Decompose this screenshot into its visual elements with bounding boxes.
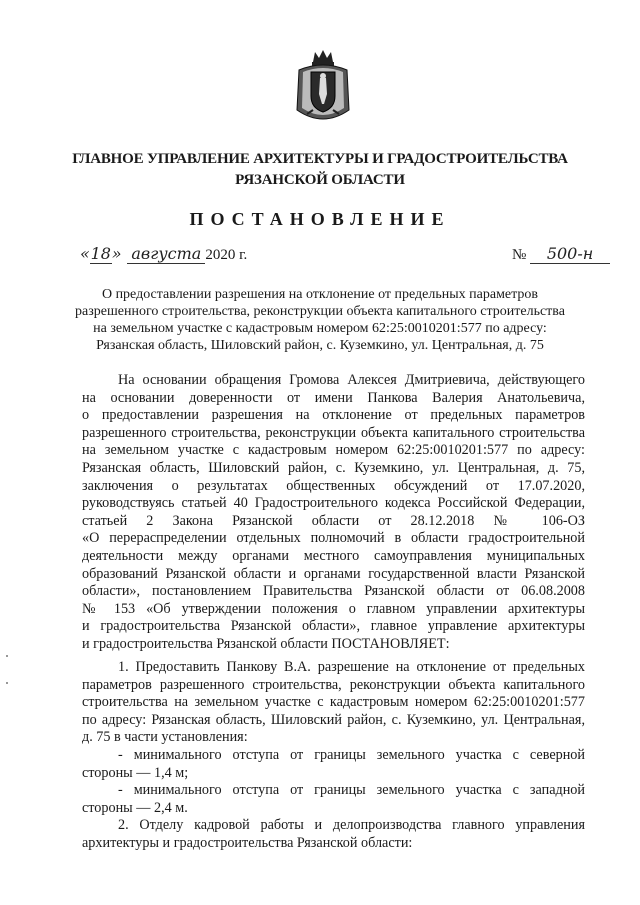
text-line: деятельности между органами местного самоуправления муниципальных: [82, 547, 585, 564]
text-line: д. 75 в части установления:: [82, 729, 248, 746]
text-line: 2. Отделу кадровой работы и делопроизводства главного управления: [118, 817, 585, 834]
text-line: стороны — 1,4 м;: [82, 764, 189, 781]
document-date: [80, 244, 247, 264]
text-line: параметров разрешенного строительства, реконструкции объекта капитального: [82, 676, 585, 693]
number-value: 500-н: [530, 244, 610, 264]
date-open-quote: «: [80, 244, 90, 263]
text-line: разрешенного строительства, реконструкции объекта капитального строительства: [82, 424, 585, 441]
number-sign: №: [512, 247, 527, 263]
document-title: ПОСТАНОВЛЕНИЕ: [189, 209, 451, 229]
text-line: № 153 «Об утверждении положения о главном управлении архитектуры: [82, 600, 585, 617]
subject-line: на земельном участке с кадастровым номером 62:25:0010201:577 по адресу:: [93, 321, 547, 336]
text-line: о предоставлении разрешения на отклонение от предельных параметров: [82, 407, 585, 424]
subject-line: разрешенного строительства, реконструкции объекта капитального строительства: [75, 304, 565, 319]
document-number: [512, 244, 610, 264]
text-line: строительства на земельном участке с кадастровым номером 62:25:0010201:577: [82, 694, 585, 711]
text-line: Рязанская область, Шиловский район, с. Куземкино, ул. Центральная, д. 75,: [82, 459, 585, 476]
scan-dot-icon: [6, 655, 8, 685]
date-month: августа: [127, 244, 205, 264]
organization-region: РЯЗАНСКОЙ ОБЛАСТИ: [235, 172, 405, 188]
text-line: архитектуры и градостроительства Рязанской области:: [82, 834, 413, 851]
scan-artifact: [6, 655, 8, 685]
text-line: стороны — 2,4 м.: [82, 799, 188, 816]
organization-name: ГЛАВНОЕ УПРАВЛЕНИЕ АРХИТЕКТУРЫ И ГРАДОСТРОИТЕЛЬСТВА: [72, 151, 568, 167]
text-line: образований Рязанской области и органами государственной власти Рязанской: [82, 565, 585, 582]
text-line: заключения о результатах общественных обсуждений от 17.07.2020,: [82, 477, 585, 494]
date-year: 2020 г.: [205, 247, 248, 263]
date-day: 18: [90, 244, 111, 263]
document-subject: [70, 286, 570, 354]
subject-line: Рязанская область, Шиловский район, с. Куземкино, ул. Центральная, д. 75: [96, 338, 544, 353]
text-line: руководствуясь статьей 40 Градостроительного кодекса Российской Федерации,: [82, 495, 585, 512]
text-line: на земельном участке с кадастровым номером 62:25:0010201:577 по адресу:: [82, 442, 585, 459]
coat-of-arms-icon: [293, 48, 353, 126]
text-line: - минимального отступа от границы земельного участка с западной: [118, 782, 585, 799]
text-line: - минимального отступа от границы земельного участка с северной: [118, 746, 585, 763]
text-line: 1. Предоставить Панкову В.А. разрешение на отклонение от предельных: [118, 659, 585, 675]
resolution-paragraph: [82, 659, 585, 853]
text-line: «О перераспределении отдельных полномочий в области градостроительной: [82, 530, 585, 547]
subject-line: О предоставлении разрешения на отклонение от предельных параметров: [101, 287, 539, 302]
text-line: на основании доверенности от имени Панкова Валерия Анатольевича,: [82, 389, 585, 406]
text-line: по адресу: Рязанская область, Шиловский район, с. Куземкино, ул. Центральная,: [82, 711, 585, 728]
date-close-quote: »: [111, 244, 122, 263]
text-line: и градостроительства Рязанской области», главное управление архитектуры: [82, 618, 585, 635]
text-line: и градостроительства Рязанской области ПОСТАНОВЛЯЕТ:: [82, 635, 450, 652]
text-line: статьей 2 Закона Рязанской области от 28.12.2018 № 106-ОЗ: [82, 512, 585, 529]
text-line: области», постановлением Правительства Рязанской области от 06.08.2008: [82, 583, 585, 600]
text-line: На основании обращения Громова Алексея Дмитриевича, действующего: [118, 372, 585, 388]
preamble-paragraph: [82, 372, 585, 654]
